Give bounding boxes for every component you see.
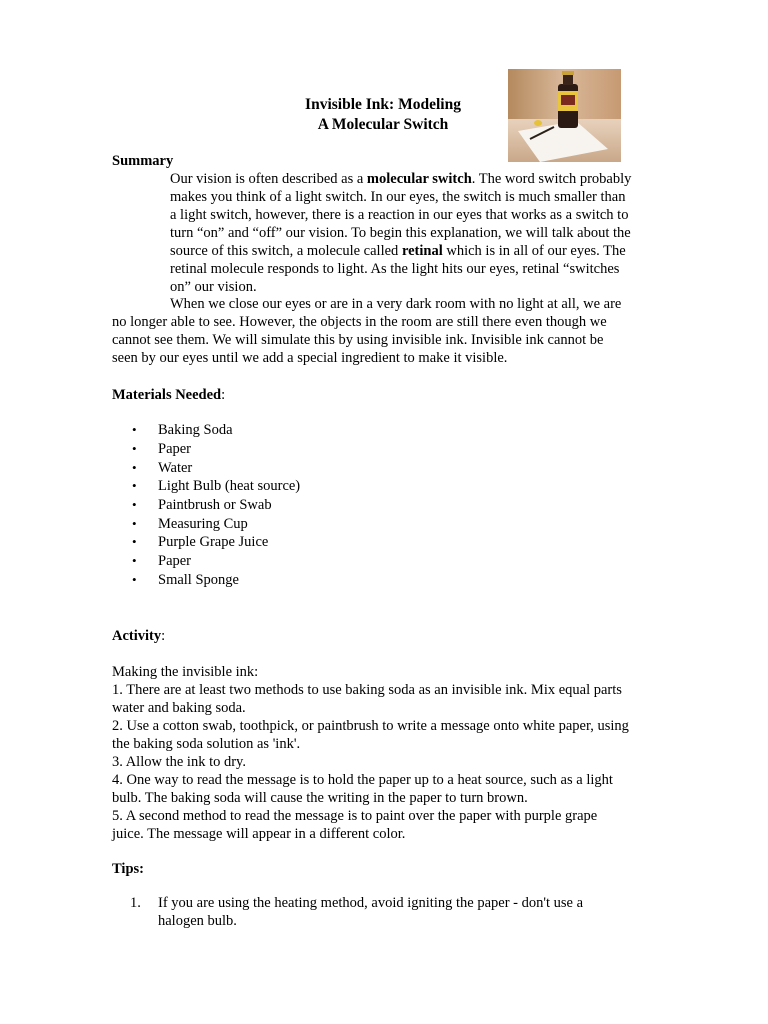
summary-paragraph-2: When we close our eyes or are in a very dark room with no light at all, we are no longer able to see. However, the objects in the room are still there even though we cannot see them. We will simulate this by using invisible ink. Invisible ink cannot be seen by our eyes until we add a special ingredient to make it visible. bbox=[112, 296, 622, 366]
material-item-label: Measuring Cup bbox=[158, 515, 248, 532]
list-item bbox=[132, 571, 432, 590]
summary-text: . The word switch probably makes you think of a light switch. In our eyes, the switch is much smaller than a light switch, however, there is a reaction in our eyes that works as a switch to turn “on” and “off” our vision. To begin this explanation, we will talk about the source of this switch, a molecule called bbox=[170, 171, 632, 259]
material-item-label: Paper bbox=[158, 441, 192, 458]
activity-step: 2. Use a cotton swab, toothpick, or paintbrush to write a message onto white paper, using the baking soda solution as 'ink'. bbox=[112, 718, 629, 752]
summary-paragraph-2-wrap bbox=[112, 295, 632, 367]
bullet-icon: • bbox=[132, 571, 137, 587]
list-item bbox=[132, 552, 432, 571]
summary-term-molecular-switch: molecular switch bbox=[366, 171, 472, 187]
summary-text: which is in all of our eyes. The retinal molecule responds to light. As the light hits our eyes, retinal “switches on” our vision. bbox=[170, 243, 626, 295]
material-item-label: Paper bbox=[158, 553, 192, 570]
bullet-icon: • bbox=[132, 422, 137, 438]
list-item bbox=[132, 514, 432, 533]
bullet-icon: • bbox=[132, 497, 137, 513]
material-item-label: Paintbrush or Swab bbox=[158, 497, 272, 514]
summary-heading: Summary bbox=[112, 153, 174, 169]
material-item-label: Baking Soda bbox=[158, 422, 233, 439]
activity-heading-colon: : bbox=[161, 628, 166, 644]
activity-step: 1. There are at least two methods to use baking soda as an invisible ink. Mix equal parts water and baking soda. bbox=[112, 682, 622, 716]
activity-step: 3. Allow the ink to dry. bbox=[112, 754, 246, 770]
list-item bbox=[132, 421, 432, 440]
summary-term-retinal: retinal bbox=[401, 243, 443, 259]
document-title bbox=[230, 95, 536, 135]
activity-heading-wrap bbox=[112, 627, 632, 645]
bullet-icon: • bbox=[132, 534, 137, 550]
tip-number: 1. bbox=[130, 895, 141, 911]
list-item bbox=[132, 533, 432, 552]
bullet-icon: • bbox=[132, 441, 137, 457]
title-line-2: A Molecular Switch bbox=[317, 116, 449, 133]
materials-heading-wrap bbox=[112, 386, 632, 404]
bullet-icon: • bbox=[132, 515, 137, 531]
activity-intro: Making the invisible ink: bbox=[112, 664, 259, 680]
material-item-label: Purple Grape Juice bbox=[158, 534, 269, 551]
list-item bbox=[132, 458, 432, 477]
bullet-icon: • bbox=[132, 459, 137, 475]
activity-steps bbox=[112, 663, 632, 843]
title-line-1: Invisible Ink: Modeling bbox=[305, 96, 461, 113]
material-item-label: Small Sponge bbox=[158, 571, 239, 588]
material-item-label: Light Bulb (heat source) bbox=[158, 478, 301, 495]
summary-text: Our vision is often described as a bbox=[170, 171, 367, 187]
tip-text: If you are using the heating method, avoid igniting the paper - don't use a halogen bulb. bbox=[158, 895, 584, 929]
activity-heading: Activity bbox=[112, 628, 162, 644]
summary-section bbox=[112, 152, 632, 296]
list-item bbox=[132, 477, 432, 496]
materials-heading-colon: : bbox=[221, 387, 226, 403]
list-item bbox=[130, 894, 630, 930]
bullet-icon: • bbox=[132, 553, 137, 569]
tips-heading: Tips: bbox=[112, 861, 144, 877]
tips-heading-wrap bbox=[112, 860, 632, 878]
materials-list bbox=[132, 421, 432, 589]
list-item bbox=[132, 496, 432, 515]
activity-step: 5. A second method to read the message is to paint over the paper with purple grape juice. The message will appear in a different color. bbox=[112, 808, 598, 842]
tips-list bbox=[130, 894, 630, 930]
activity-step: 4. One way to read the message is to hold the paper up to a heat source, such as a light bulb. The baking soda will cause the writing in the paper to turn brown. bbox=[112, 772, 613, 806]
bullet-icon: • bbox=[132, 478, 137, 494]
material-item-label: Water bbox=[158, 459, 193, 476]
materials-heading: Materials Needed bbox=[112, 387, 222, 403]
summary-paragraph-1 bbox=[112, 170, 632, 296]
list-item bbox=[132, 440, 432, 459]
